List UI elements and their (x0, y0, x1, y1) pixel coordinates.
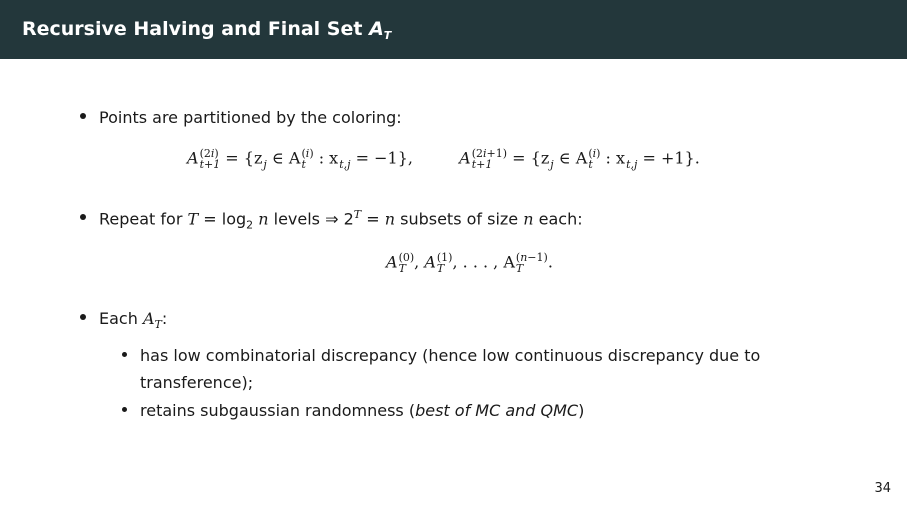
bullet-text: Points are partitioned by the coloring: (99, 108, 402, 127)
partition-equation: A (2i) t+1 = {z j ∈ A (i) t : x t,j = −1}, A (2i+1) t+1 = {z j ∈ A (i) t : x t,j = +1}. (187, 147, 700, 171)
subbullet-dot (122, 407, 127, 412)
title-bar (0, 0, 907, 59)
slide-title: Recursive Halving and Final Set $A_T$ (22, 17, 392, 42)
page-number: 34 (874, 481, 891, 496)
subbullet-text: retains subgaussian randomness (best of MC and QMC) (140, 401, 585, 420)
bullet-text: Repeat for $T = \log_2 n$ levels ⇒ $2^T = n$ subsets of size n each: (99, 208, 583, 232)
subbullet-text: has low combinatorial discrepancy (hence low continuous discrepancy due to (140, 346, 761, 365)
bullet-repeat (80, 208, 583, 232)
bullet-partition (80, 108, 402, 127)
subbullet-dot (122, 352, 127, 357)
subbullet-discrepancy (122, 346, 760, 365)
bullet-dot (80, 314, 86, 320)
bullet-each (80, 309, 167, 331)
bullet-dot (80, 214, 86, 220)
bullet-dot (80, 113, 86, 119)
subsets-equation: A (0) T , A (1) T , . . . , A (n−1) T . (386, 251, 553, 275)
subbullet-discrepancy-cont: transference); (140, 373, 254, 392)
bullet-text: Each $A_T$: (99, 309, 168, 332)
subbullet-randomness (122, 401, 584, 420)
